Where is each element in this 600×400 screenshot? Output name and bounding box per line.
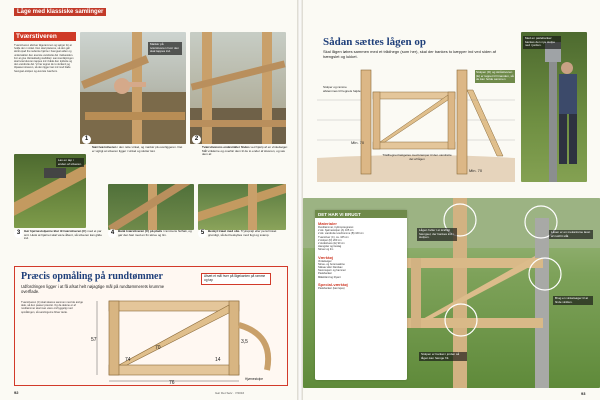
step-1-badge: 1 (82, 135, 91, 144)
callout-latch: Låsen er en mekanisme lavet af rustfrit stål. (549, 230, 593, 239)
callout-hinge: Lågen hviler i et kraftigt hængsel, der bankes ind i stolpen. (417, 228, 457, 241)
label-right-post: Stolpen (D) og skråstiveren (E) er tappet til hinanden, så de kan holde sammen (476, 70, 514, 82)
diagram-title: Præcis opmåling på rundtømmer (21, 271, 163, 282)
materials-item-1: 2 stk. hjørnestolper (A) 105 cm (318, 229, 354, 233)
left-page (0, 0, 297, 400)
dim-min-70-right: Min. 70 (469, 168, 483, 173)
tools-item-4: Pælebanker (318, 272, 332, 276)
right-page-number: 93 (581, 391, 586, 396)
materials-item-5: 2 skråstivere (E) 90 cm (318, 242, 345, 246)
materials-title: Materialer (318, 221, 337, 226)
diagram-text: Tværstiveren (C) skal skæres sammen med de øvrige dele, så den passer præcist. Og da delene er af rundtømmer skal man være omhyggelig med opmålingen, så samlingerne bliver tætte. (21, 301, 83, 314)
label-bottom: Trådhegnet fastgøres med kramper til den vandrette del af lågen (382, 154, 452, 161)
tools-item-2: Stiksav eller håndsav (318, 266, 343, 270)
photo-fitting-crossbar (108, 184, 194, 230)
intro-text: Tværstiveren afstiver lågerammen og sørger for at holde den i vinkel. Den skal placeres, så den går skråt opad fra nederste hjørne i hængsel-siden og understøtter den øverste vandrette del i lukkesiden. For at give tilstrækkelig stabilitet i sammenføjningen skal tværstiveren tappes ind i både den lodrette og den vandrette del. Vi har tegnet de to skråsnit og tilpasset stiveren, så den ligger tæt ind mod både hængsel-stolpen og øverste tværbom. (14, 44, 74, 73)
tools-item-0: Vinkelsøger (318, 259, 332, 263)
materials-item-6: Hængsler og beslag (318, 245, 342, 249)
dim-3-5: 3,5 (241, 339, 248, 345)
tools-item-5: Målebånd og blyant (318, 275, 341, 279)
step-3-caption (24, 230, 104, 262)
special-item-0: Pælebanker (kan lejes) (318, 286, 345, 290)
step-5-text: Tryksprøjt eller pensl træet grundigt, så det beskyttes mod fugt og svamp. (208, 230, 277, 237)
tools-item-3: Stemmejern og hammer (318, 269, 346, 273)
step-1-caption (92, 146, 184, 180)
photo-tenon-cut (14, 154, 86, 228)
dim-74: 74 (125, 357, 131, 363)
right-title: Sådan sættes lågen op (323, 36, 426, 48)
step-2-title: Tværstiverens endevinkler findes (202, 146, 250, 149)
right-page (303, 0, 600, 400)
special-title: Special-værktøj (318, 281, 348, 287)
step-3-badge: 3 (14, 229, 23, 238)
right-subtitle: Skal lågen løbes sammen med et trådhegn (som her), skal der bankes to kæpper ind ved siden af hængslet og lukket. (323, 49, 496, 59)
tools-item-1: Skrue- og boremaskine (318, 262, 345, 266)
dim-70: 70 (155, 345, 161, 351)
materials-item-7: Skruer og lim (318, 248, 334, 252)
photo-marking-crossbar (80, 32, 186, 144)
step-2-text: ved hjælp af en vinkelsøger. Mål vinklerne og overfør dem til de to ender af stiveren, og sav dem af. (202, 146, 288, 157)
step-5-caption (208, 230, 288, 262)
gate-frame-diagram (89, 295, 285, 385)
photo-oil-treatment (198, 184, 286, 230)
photo3-caption: Lav en tap i enden af stiveren. (56, 158, 84, 167)
diagram-callout: Afsæt et mål hver på lågekanten på ramme og tap (201, 273, 271, 285)
materials-box (315, 210, 407, 380)
photo-crossbar-angle (190, 32, 286, 144)
callout-angle: Brug en vinkelsøger til at finde vinklen. (553, 296, 593, 305)
step-5-title: Beskyt træet med olie. (208, 230, 241, 233)
step-4-badge: 4 (108, 229, 117, 238)
materials-header: DET HAR VI BRUGT (315, 210, 407, 218)
left-footer: Gør Det Selv · 7/2016 (215, 391, 245, 395)
step-4-title: Bank tværstiveren (C) på plads (118, 230, 163, 233)
step-3-title: Gør hjørnestolperne klar til tværstiveren (C) (24, 230, 87, 233)
measurement-diagram-box (14, 266, 288, 386)
materials-item-0: Rundtømmer, trykimprægneret (318, 226, 354, 229)
dim-76: 76 (169, 380, 175, 385)
section-title: Tværstiveren (14, 32, 76, 41)
left-page-number: 92 (14, 390, 19, 395)
dim-min-70-left: Min. 70 (351, 140, 365, 145)
materials-item-2: 2 stk. vandrette tværbomme (B) 160 cm (318, 232, 364, 236)
step-1-title: Sæt tværstiveren (92, 146, 117, 149)
materials-item-3: Tværstiver (C), ca. 165 cm (318, 235, 349, 239)
diagram-subtitle: Udfordringen ligger i at få afsat helt nøjagtige mål på rundtømmerets krumme overflade. (21, 284, 165, 294)
running-head: Låge med klassiske samlinger (14, 8, 106, 16)
step-5-badge: 5 (198, 229, 207, 238)
dim-57: 57 (91, 337, 97, 343)
step-3-text: med et par snit. Husk at hjørnet skal være åbent, så stiveren kan glide ind. (24, 230, 102, 241)
step-4-text: i rammens hulhak, og gør den fast med en fin skrue og lim. (118, 230, 192, 237)
photo1-caption: Markér på tværstiveren hvor den skal tappes ind. (148, 42, 182, 55)
photo-post-caption: Med en pælebanker bankes den nye stolpe ned i jorden. (523, 36, 561, 49)
tools-title: Værktøj (318, 254, 333, 260)
callout-post: Stolpen er banket i jorden så lågen kan hænge frit. (419, 352, 467, 361)
dim-14: 14 (215, 357, 221, 363)
step-2-badge: 2 (192, 135, 201, 144)
step-4-caption (118, 230, 196, 262)
materials-item-4: 2 stolper (D) 200 cm (318, 238, 342, 242)
step-1-text: i den rette vinkel, og markér på overliggeren. Det er vigtigt at stiveren ligger i vinkel og slutter tæt. (92, 146, 183, 153)
photo-post-driving (521, 32, 587, 182)
diagram-label-bottom: Hjørnestolpe (245, 377, 264, 381)
label-left-post: Stolper og ramme afstemmes til hegnets højde (323, 86, 361, 93)
step-2-caption (202, 146, 288, 180)
